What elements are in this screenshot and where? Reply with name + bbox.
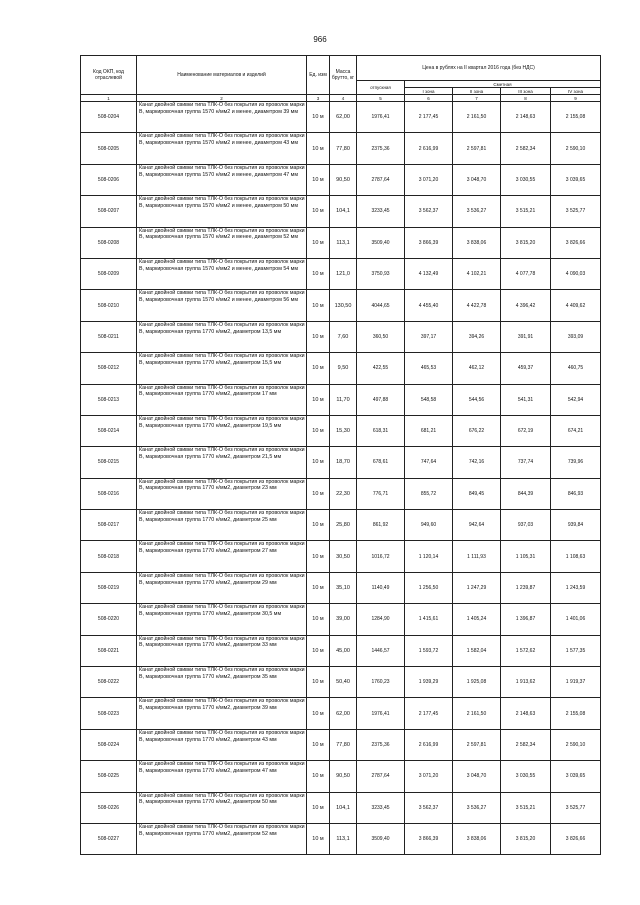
zone-2-price-cell: 942,64 (453, 510, 501, 541)
code-cell: 508-0218 (81, 541, 137, 572)
zone-2-price-cell: 1 405,24 (453, 604, 501, 635)
mass-cell: 30,50 (330, 541, 357, 572)
unit-cell: 10 м (307, 541, 330, 572)
col-number: 6 (405, 95, 453, 102)
header-mass: Масса брутто, кг (330, 56, 357, 95)
code-cell: 508-0208 (81, 227, 137, 258)
zone-3-price-cell: 3 815,20 (501, 823, 551, 854)
table-body (81, 102, 601, 855)
unit-cell: 10 м (307, 572, 330, 603)
zone-1-price-cell: 855,72 (405, 478, 453, 509)
code-cell: 508-0216 (81, 478, 137, 509)
name-cell (137, 510, 307, 541)
code-cell: 508-0213 (81, 384, 137, 415)
mass-cell: 62,00 (330, 698, 357, 729)
unit-cell: 10 м (307, 353, 330, 384)
mass-cell: 62,00 (330, 102, 357, 133)
unit-cell: 10 м (307, 290, 330, 321)
wholesale-price-cell: 360,50 (357, 321, 405, 352)
wholesale-price-cell: 497,88 (357, 384, 405, 415)
unit-cell: 10 м (307, 792, 330, 823)
unit-cell: 10 м (307, 415, 330, 446)
mass-cell: 104,1 (330, 792, 357, 823)
wholesale-price-cell: 1140,49 (357, 572, 405, 603)
code-cell: 508-0220 (81, 604, 137, 635)
mass-cell: 11,70 (330, 384, 357, 415)
wholesale-price-cell: 1284,90 (357, 604, 405, 635)
mass-cell: 7,60 (330, 321, 357, 352)
col-number: 3 (307, 95, 330, 102)
zone-4-price-cell: 1 919,37 (551, 667, 601, 698)
table-row (81, 792, 601, 823)
zone-4-price-cell: 460,75 (551, 353, 601, 384)
name-cell (137, 478, 307, 509)
code-cell: 508-0210 (81, 290, 137, 321)
code-cell: 508-0224 (81, 729, 137, 760)
wholesale-price-cell: 2787,64 (357, 761, 405, 792)
zone-2-price-cell: 394,26 (453, 321, 501, 352)
wholesale-price-cell: 776,71 (357, 478, 405, 509)
code-cell: 508-0215 (81, 447, 137, 478)
zone-3-price-cell: 937,03 (501, 510, 551, 541)
zone-3-price-cell: 1 239,87 (501, 572, 551, 603)
wholesale-price-cell: 422,55 (357, 353, 405, 384)
header-name: Наименование материалов и изделий (137, 56, 307, 95)
column-number-row (81, 95, 601, 102)
material-name-text: Канат двойной свивки типа ТЛК-О без покрытия из проволок марки В, маркировочная группа 1770 н/мм2, диаметром 19,5 мм (139, 415, 305, 429)
name-cell (137, 823, 307, 854)
zone-3-price-cell: 3 030,55 (501, 164, 551, 195)
mass-cell: 22,30 (330, 478, 357, 509)
code-cell: 508-0226 (81, 792, 137, 823)
zone-3-price-cell: 391,91 (501, 321, 551, 352)
table-row (81, 321, 601, 352)
zone-1-price-cell: 465,53 (405, 353, 453, 384)
unit-cell: 10 м (307, 321, 330, 352)
zone-4-price-cell: 2 590,10 (551, 729, 601, 760)
zone-4-price-cell: 846,93 (551, 478, 601, 509)
mass-cell: 25,80 (330, 510, 357, 541)
mass-cell: 90,50 (330, 164, 357, 195)
unit-cell: 10 м (307, 447, 330, 478)
material-name-text: Канат двойной свивки типа ТЛК-О без покрытия из проволок марки В, маркировочная группа 1770 н/мм2, диаметром 13,5 мм (139, 321, 305, 335)
unit-cell: 10 м (307, 384, 330, 415)
table-row (81, 290, 601, 321)
col-number: 7 (453, 95, 501, 102)
col-number: 1 (81, 95, 137, 102)
table-row (81, 635, 601, 666)
name-cell (137, 164, 307, 195)
zone-2-price-cell: 3 536,27 (453, 196, 501, 227)
zone-1-price-cell: 3 866,39 (405, 823, 453, 854)
material-name-text: Канат двойной свивки типа ТЛК-О без покрытия из проволок марки В, маркировочная группа 1770 н/мм2, диаметром 17 мм (139, 384, 305, 398)
zone-3-price-cell: 1 105,31 (501, 541, 551, 572)
name-cell (137, 415, 307, 446)
name-cell (137, 698, 307, 729)
wholesale-price-cell: 618,31 (357, 415, 405, 446)
table-row (81, 698, 601, 729)
zone-1-price-cell: 1 120,14 (405, 541, 453, 572)
unit-cell: 10 м (307, 823, 330, 854)
table-row (81, 761, 601, 792)
zone-3-price-cell: 2 148,63 (501, 102, 551, 133)
zone-2-price-cell: 2 161,50 (453, 698, 501, 729)
mass-cell: 77,80 (330, 133, 357, 164)
zone-2-price-cell: 849,45 (453, 478, 501, 509)
name-cell (137, 384, 307, 415)
code-cell: 508-0212 (81, 353, 137, 384)
material-name-text: Канат двойной свивки типа ТЛК-О без покрытия из проволок марки В, маркировочная группа 1770 н/мм2, диаметром 30,5 мм (139, 604, 305, 618)
col-number: 8 (501, 95, 551, 102)
table-row (81, 604, 601, 635)
wholesale-price-cell: 861,92 (357, 510, 405, 541)
mass-cell: 90,50 (330, 761, 357, 792)
material-name-text: Канат двойной свивки типа ТЛК-О без покрытия из проволок марки В, маркировочная группа 1770 н/мм2, диаметром 52 мм (139, 823, 305, 837)
header-zone-3: III зона (501, 88, 551, 95)
wholesale-price-cell: 1016,72 (357, 541, 405, 572)
zone-1-price-cell: 397,17 (405, 321, 453, 352)
material-name-text: Канат двойной свивки типа ТЛК-О без покрытия из проволок марки В, маркировочная группа 1770 н/мм2, диаметром 43 мм (139, 729, 305, 743)
zone-3-price-cell: 672,19 (501, 415, 551, 446)
table-row (81, 102, 601, 133)
name-cell (137, 196, 307, 227)
zone-2-price-cell: 3 048,70 (453, 761, 501, 792)
code-cell: 508-0221 (81, 635, 137, 666)
zone-3-price-cell: 4 077,78 (501, 258, 551, 289)
wholesale-price-cell: 1446,57 (357, 635, 405, 666)
zone-4-price-cell: 1 577,35 (551, 635, 601, 666)
zone-1-price-cell: 2 616,99 (405, 133, 453, 164)
wholesale-price-cell: 3233,45 (357, 196, 405, 227)
zone-1-price-cell: 1 256,50 (405, 572, 453, 603)
zone-4-price-cell: 2 590,10 (551, 133, 601, 164)
header-wholesale: отпускная (357, 81, 405, 95)
name-cell (137, 635, 307, 666)
code-cell: 508-0204 (81, 102, 137, 133)
mass-cell: 113,1 (330, 227, 357, 258)
header-zone-4: IV зона (551, 88, 601, 95)
material-name-text: Канат двойной свивки типа ТЛК-О без покрытия из проволок марки В, маркировочная группа 1770 н/мм2, диаметром 35 мм (139, 667, 305, 680)
zone-1-price-cell: 3 562,37 (405, 196, 453, 227)
mass-cell: 39,00 (330, 604, 357, 635)
material-name-text: Канат двойной свивки типа ТЛК-О без покрытия из проволок марки В, маркировочная группа 1770 н/мм2, диаметром 39 мм (139, 698, 305, 712)
zone-2-price-cell: 2 597,81 (453, 729, 501, 760)
unit-cell: 10 м (307, 604, 330, 635)
zone-1-price-cell: 1 593,72 (405, 635, 453, 666)
header-estimate: Сметная (405, 81, 601, 88)
header-code: Код ОКП, код отраслевой (81, 56, 137, 95)
material-name-text: Канат двойной свивки типа ТЛК-О без покрытия из проволок марки В, маркировочная группа 1570 н/мм2 и менее, диаметром 54 мм (139, 258, 305, 272)
zone-3-price-cell: 737,74 (501, 447, 551, 478)
material-name-text: Канат двойной свивки типа ТЛК-О без покрытия из проволок марки В, маркировочная группа 1770 н/мм2, диаметром 23 мм (139, 478, 305, 492)
wholesale-price-cell: 2375,36 (357, 729, 405, 760)
material-name-text: Канат двойной свивки типа ТЛК-О без покрытия из проволок марки В, маркировочная группа 1570 н/мм2 и менее, диаметром 52 мм (139, 227, 305, 241)
unit-cell: 10 м (307, 164, 330, 195)
zone-3-price-cell: 2 148,63 (501, 698, 551, 729)
zone-4-price-cell: 4 090,03 (551, 258, 601, 289)
wholesale-price-cell: 3509,40 (357, 227, 405, 258)
zone-4-price-cell: 2 155,08 (551, 102, 601, 133)
wholesale-price-cell: 2787,64 (357, 164, 405, 195)
zone-2-price-cell: 3 048,70 (453, 164, 501, 195)
name-cell (137, 290, 307, 321)
zone-2-price-cell: 1 582,04 (453, 635, 501, 666)
col-number: 4 (330, 95, 357, 102)
table-row (81, 541, 601, 572)
unit-cell: 10 м (307, 635, 330, 666)
unit-cell: 10 м (307, 729, 330, 760)
zone-2-price-cell: 3 838,06 (453, 227, 501, 258)
zone-2-price-cell: 2 597,81 (453, 133, 501, 164)
zone-1-price-cell: 747,64 (405, 447, 453, 478)
zone-1-price-cell: 3 562,37 (405, 792, 453, 823)
name-cell (137, 572, 307, 603)
code-cell: 508-0217 (81, 510, 137, 541)
table-row (81, 384, 601, 415)
table-row (81, 510, 601, 541)
zone-4-price-cell: 3 826,66 (551, 227, 601, 258)
code-cell: 508-0227 (81, 823, 137, 854)
col-number: 5 (357, 95, 405, 102)
code-cell: 508-0214 (81, 415, 137, 446)
zone-1-price-cell: 2 616,99 (405, 729, 453, 760)
material-name-text: Канат двойной свивки типа ТЛК-О без покрытия из проволок марки В, маркировочная группа 1770 н/мм2, диаметром 50 мм (139, 792, 305, 806)
unit-cell: 10 м (307, 227, 330, 258)
zone-3-price-cell: 459,37 (501, 353, 551, 384)
material-name-text: Канат двойной свивки типа ТЛК-О без покрытия из проволок марки В, маркировочная группа 1770 н/мм2, диаметром 29 мм (139, 572, 305, 586)
zone-4-price-cell: 4 409,62 (551, 290, 601, 321)
wholesale-price-cell: 1760,23 (357, 667, 405, 698)
mass-cell: 130,50 (330, 290, 357, 321)
zone-4-price-cell: 674,21 (551, 415, 601, 446)
table-row (81, 415, 601, 446)
table-row (81, 478, 601, 509)
mass-cell: 35,10 (330, 572, 357, 603)
unit-cell: 10 м (307, 102, 330, 133)
material-name-text: Канат двойной свивки типа ТЛК-О без покрытия из проволок марки В, маркировочная группа 1770 н/мм2, диаметром 21,5 мм (139, 447, 305, 461)
table-row (81, 133, 601, 164)
name-cell (137, 447, 307, 478)
name-cell (137, 258, 307, 289)
zone-2-price-cell: 462,12 (453, 353, 501, 384)
zone-1-price-cell: 4 455,40 (405, 290, 453, 321)
material-name-text: Канат двойной свивки типа ТЛК-О без покрытия из проволок марки В, маркировочная группа 1570 н/мм2 и менее, диаметром 47 мм (139, 164, 305, 178)
zone-2-price-cell: 1 111,93 (453, 541, 501, 572)
name-cell (137, 133, 307, 164)
code-cell: 508-0205 (81, 133, 137, 164)
header-price-group: Цена в рублях на II квартал 2016 года (без НДС) (357, 56, 601, 81)
table-row (81, 667, 601, 698)
zone-4-price-cell: 739,96 (551, 447, 601, 478)
mass-cell: 15,30 (330, 415, 357, 446)
price-table (80, 55, 601, 855)
mass-cell: 18,70 (330, 447, 357, 478)
col-number: 9 (551, 95, 601, 102)
material-name-text: Канат двойной свивки типа ТЛК-О без покрытия из проволок марки В, маркировочная группа 1770 н/мм2, диаметром 25 мм (139, 510, 305, 523)
name-cell (137, 353, 307, 384)
unit-cell: 10 м (307, 478, 330, 509)
zone-1-price-cell: 949,60 (405, 510, 453, 541)
unit-cell: 10 м (307, 510, 330, 541)
zone-1-price-cell: 548,58 (405, 384, 453, 415)
table-row (81, 164, 601, 195)
unit-cell: 10 м (307, 258, 330, 289)
unit-cell: 10 м (307, 133, 330, 164)
mass-cell: 50,40 (330, 667, 357, 698)
zone-2-price-cell: 676,22 (453, 415, 501, 446)
zone-1-price-cell: 3 071,20 (405, 164, 453, 195)
zone-2-price-cell: 4 102,21 (453, 258, 501, 289)
zone-3-price-cell: 1 913,62 (501, 667, 551, 698)
name-cell (137, 604, 307, 635)
table-row (81, 258, 601, 289)
zone-2-price-cell: 1 925,08 (453, 667, 501, 698)
header-zone-1: I зона (405, 88, 453, 95)
zone-1-price-cell: 3 071,20 (405, 761, 453, 792)
page-number: 966 (313, 35, 327, 44)
zone-2-price-cell: 1 247,29 (453, 572, 501, 603)
code-cell: 508-0223 (81, 698, 137, 729)
zone-2-price-cell: 3 838,06 (453, 823, 501, 854)
name-cell (137, 102, 307, 133)
material-name-text: Канат двойной свивки типа ТЛК-О без покрытия из проволок марки В, маркировочная группа 1770 н/мм2, диаметром 47 мм (139, 761, 305, 774)
name-cell (137, 227, 307, 258)
zone-4-price-cell: 393,09 (551, 321, 601, 352)
zone-4-price-cell: 3 525,77 (551, 792, 601, 823)
zone-2-price-cell: 2 161,50 (453, 102, 501, 133)
wholesale-price-cell: 1976,41 (357, 698, 405, 729)
zone-4-price-cell: 542,94 (551, 384, 601, 415)
code-cell: 508-0225 (81, 761, 137, 792)
wholesale-price-cell: 2375,36 (357, 133, 405, 164)
zone-1-price-cell: 3 866,39 (405, 227, 453, 258)
col-number: 2 (137, 95, 307, 102)
zone-3-price-cell: 2 582,34 (501, 729, 551, 760)
zone-4-price-cell: 939,84 (551, 510, 601, 541)
table-row (81, 572, 601, 603)
mass-cell: 77,80 (330, 729, 357, 760)
zone-4-price-cell: 3 525,77 (551, 196, 601, 227)
material-name-text: Канат двойной свивки типа ТЛК-О без покрытия из проволок марки В, маркировочная группа 1770 н/мм2, диаметром 15,5 мм (139, 353, 305, 366)
name-cell (137, 541, 307, 572)
table-row (81, 729, 601, 760)
zone-4-price-cell: 1 243,59 (551, 572, 601, 603)
zone-3-price-cell: 541,31 (501, 384, 551, 415)
zone-2-price-cell: 742,16 (453, 447, 501, 478)
table-row (81, 227, 601, 258)
zone-3-price-cell: 3 030,55 (501, 761, 551, 792)
zone-2-price-cell: 4 422,78 (453, 290, 501, 321)
mass-cell: 104,1 (330, 196, 357, 227)
unit-cell: 10 м (307, 667, 330, 698)
zone-1-price-cell: 1 939,29 (405, 667, 453, 698)
name-cell (137, 729, 307, 760)
wholesale-price-cell: 3750,93 (357, 258, 405, 289)
zone-4-price-cell: 3 039,65 (551, 761, 601, 792)
zone-4-price-cell: 1 401,06 (551, 604, 601, 635)
unit-cell: 10 м (307, 761, 330, 792)
zone-2-price-cell: 544,56 (453, 384, 501, 415)
zone-3-price-cell: 1 572,62 (501, 635, 551, 666)
zone-3-price-cell: 1 396,87 (501, 604, 551, 635)
material-name-text: Канат двойной свивки типа ТЛК-О без покрытия из проволок марки В, маркировочная группа 1570 н/мм2 и менее, диаметром 50 мм (139, 196, 305, 209)
name-cell (137, 792, 307, 823)
mass-cell: 113,1 (330, 823, 357, 854)
zone-2-price-cell: 3 536,27 (453, 792, 501, 823)
zone-4-price-cell: 2 155,08 (551, 698, 601, 729)
zone-3-price-cell: 2 582,34 (501, 133, 551, 164)
material-name-text: Канат двойной свивки типа ТЛК-О без покрытия из проволок марки В, маркировочная группа 1570 н/мм2 и менее, диаметром 56 мм (139, 290, 305, 304)
material-name-text: Канат двойной свивки типа ТЛК-О без покрытия из проволок марки В, маркировочная группа 1770 н/мм2, диаметром 27 мм (139, 541, 305, 555)
name-cell (137, 761, 307, 792)
mass-cell: 45,00 (330, 635, 357, 666)
mass-cell: 121,0 (330, 258, 357, 289)
zone-3-price-cell: 3 815,20 (501, 227, 551, 258)
code-cell: 508-0206 (81, 164, 137, 195)
zone-1-price-cell: 681,21 (405, 415, 453, 446)
wholesale-price-cell: 3233,45 (357, 792, 405, 823)
wholesale-price-cell: 1976,41 (357, 102, 405, 133)
zone-4-price-cell: 1 108,63 (551, 541, 601, 572)
zone-1-price-cell: 4 132,49 (405, 258, 453, 289)
table-row (81, 823, 601, 854)
zone-4-price-cell: 3 826,66 (551, 823, 601, 854)
code-cell: 508-0211 (81, 321, 137, 352)
wholesale-price-cell: 3509,40 (357, 823, 405, 854)
mass-cell: 9,50 (330, 353, 357, 384)
unit-cell: 10 м (307, 698, 330, 729)
material-name-text: Канат двойной свивки типа ТЛК-О без покрытия из проволок марки В, маркировочная группа 1770 н/мм2, диаметром 33 мм (139, 635, 305, 649)
zone-1-price-cell: 2 177,45 (405, 102, 453, 133)
zone-4-price-cell: 3 039,65 (551, 164, 601, 195)
zone-1-price-cell: 1 415,61 (405, 604, 453, 635)
code-cell: 508-0207 (81, 196, 137, 227)
zone-3-price-cell: 844,39 (501, 478, 551, 509)
header-unit: Ед. изм (307, 56, 330, 95)
table-row (81, 353, 601, 384)
table-row (81, 196, 601, 227)
zone-1-price-cell: 2 177,45 (405, 698, 453, 729)
header-zone-2: II зона (453, 88, 501, 95)
wholesale-price-cell: 678,61 (357, 447, 405, 478)
code-cell: 508-0222 (81, 667, 137, 698)
zone-3-price-cell: 3 515,21 (501, 196, 551, 227)
name-cell (137, 667, 307, 698)
zone-3-price-cell: 3 515,21 (501, 792, 551, 823)
material-name-text: Канат двойной свивки типа ТЛК-О без покрытия из проволок марки В, маркировочная группа 1570 н/мм2 и менее, диаметром 43 мм (139, 133, 305, 147)
wholesale-price-cell: 4044,65 (357, 290, 405, 321)
code-cell: 508-0209 (81, 258, 137, 289)
zone-3-price-cell: 4 396,42 (501, 290, 551, 321)
name-cell (137, 321, 307, 352)
material-name-text: Канат двойной свивки типа ТЛК-О без покрытия из проволок марки В, маркировочная группа 1570 н/мм2 и менее, диаметром 39 мм (139, 102, 305, 115)
unit-cell: 10 м (307, 196, 330, 227)
code-cell: 508-0219 (81, 572, 137, 603)
table-row (81, 447, 601, 478)
